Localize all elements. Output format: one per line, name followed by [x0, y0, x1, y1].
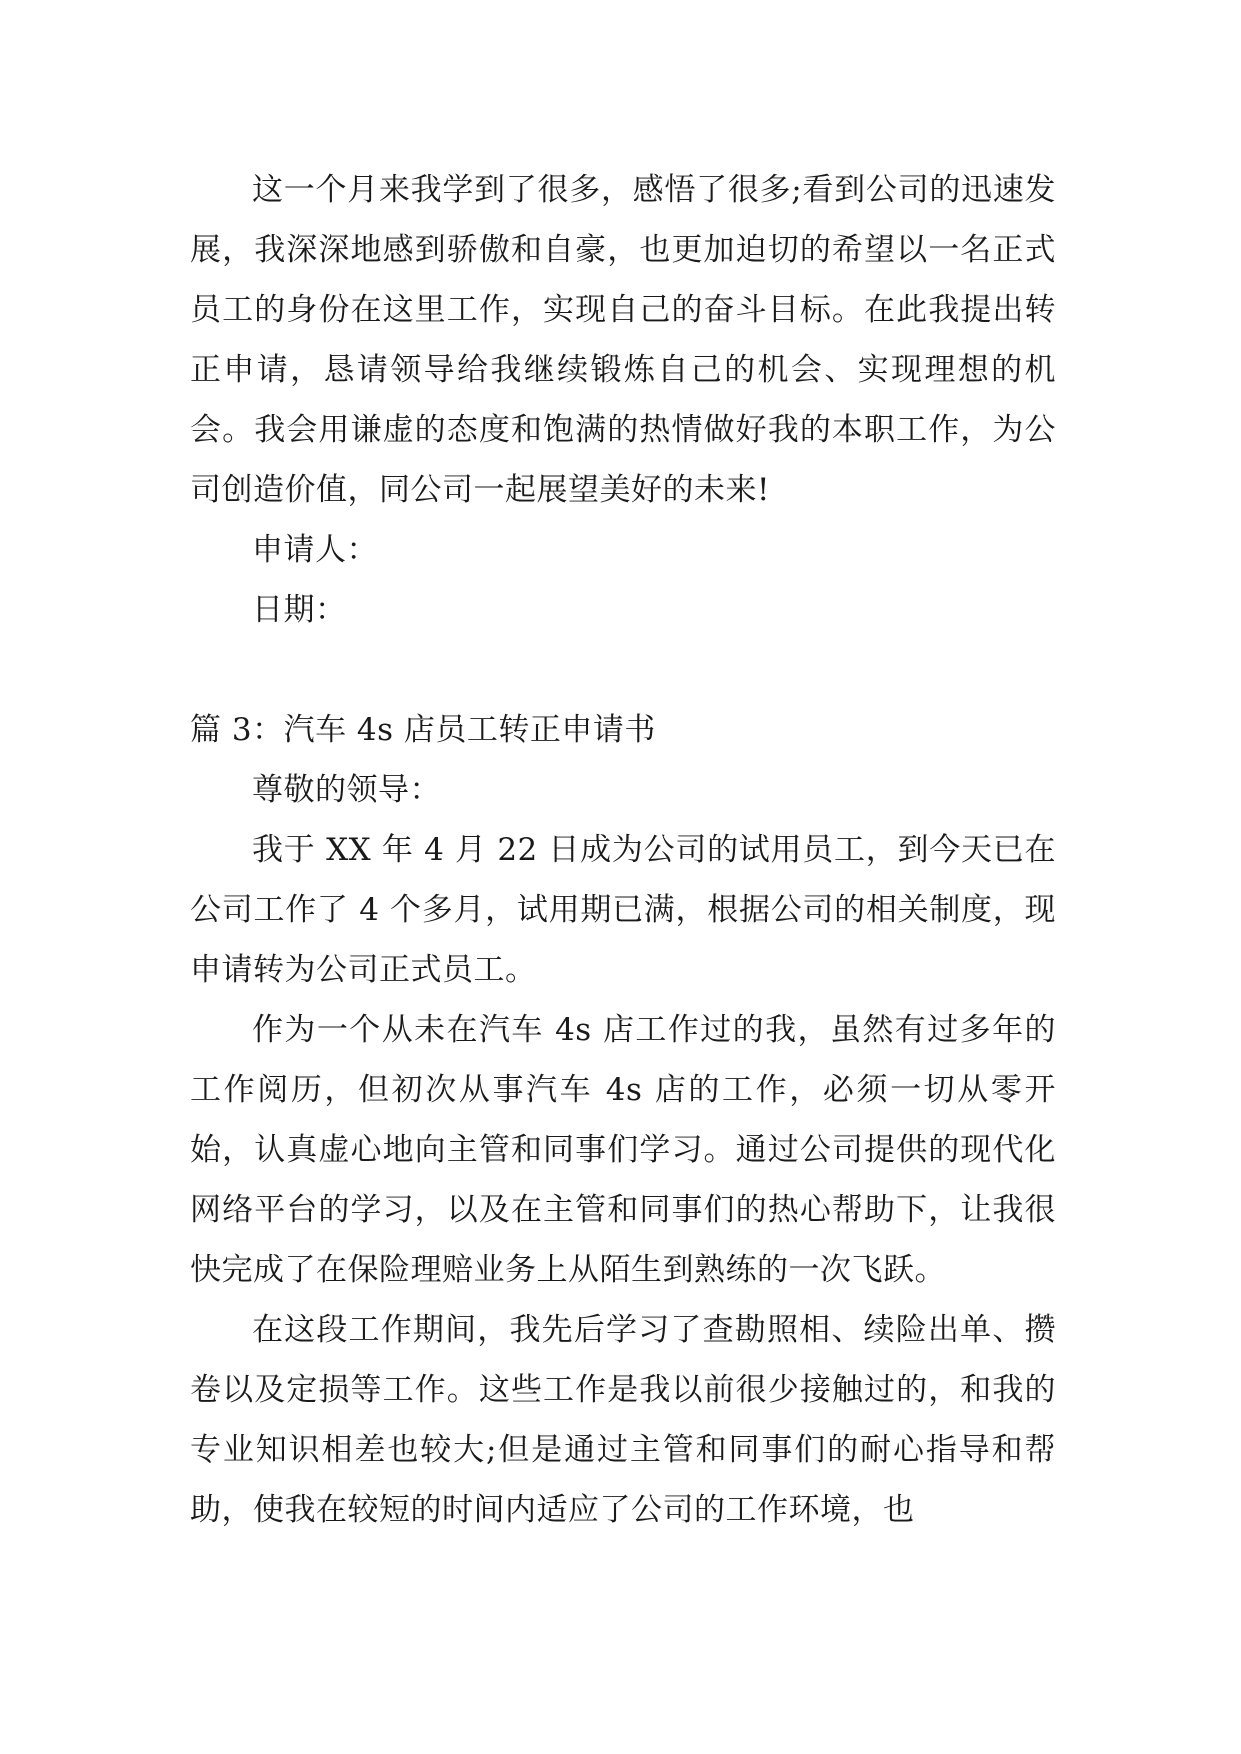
paragraph-3: 在这段工作期间，我先后学习了查勘照相、续险出单、攒卷以及定损等工作。这些工作是我以前很少接触过的，和我的专业知识相差也较大;但是通过主管和同事们的耐心指导和帮助，使我在较短的时间内适应了公司的工作环境，也 [190, 1312, 1056, 1528]
paragraph-intro: 这一个月来我学到了很多，感悟了很多;看到公司的迅速发展，我深深地感到骄傲和自豪，也更加迫切的希望以一名正式员工的身份在这里工作，实现自己的奋斗目标。在此我提出转正申请，恳请领导给我继续锻炼自己的机会、实现理想的机会。我会用谦虚的态度和饱满的热情做好我的本职工作，为公司创造价值，同公司一起展望美好的未来! [190, 172, 1056, 508]
date-label: 日期： [252, 592, 347, 628]
paragraph-2: 作为一个从未在汽车 4s 店工作过的我，虽然有过多年的工作阅历，但初次从事汽车 4s 店的工作，必须一切从零开始，认真虚心地向主管和同事们学习。通过公司提供的现代化网络平台的学习，以及在主管和同事们的热心帮助下，让我很快完成了在保险理赔业务上从陌生到熟练的一次飞跃。 [190, 1012, 1056, 1288]
section-heading: 篇 3：汽车 4s 店员工转正申请书 [190, 712, 656, 748]
salutation: 尊敬的领导： [252, 772, 441, 808]
paragraph-1: 我于 XX 年 4 月 22 日成为公司的试用员工，到今天已在公司工作了 4 个多月，试用期已满，根据公司的相关制度，现申请转为公司正式员工。 [190, 832, 1056, 988]
applicant-label: 申请人： [252, 532, 378, 568]
document-body [190, 160, 1056, 1540]
